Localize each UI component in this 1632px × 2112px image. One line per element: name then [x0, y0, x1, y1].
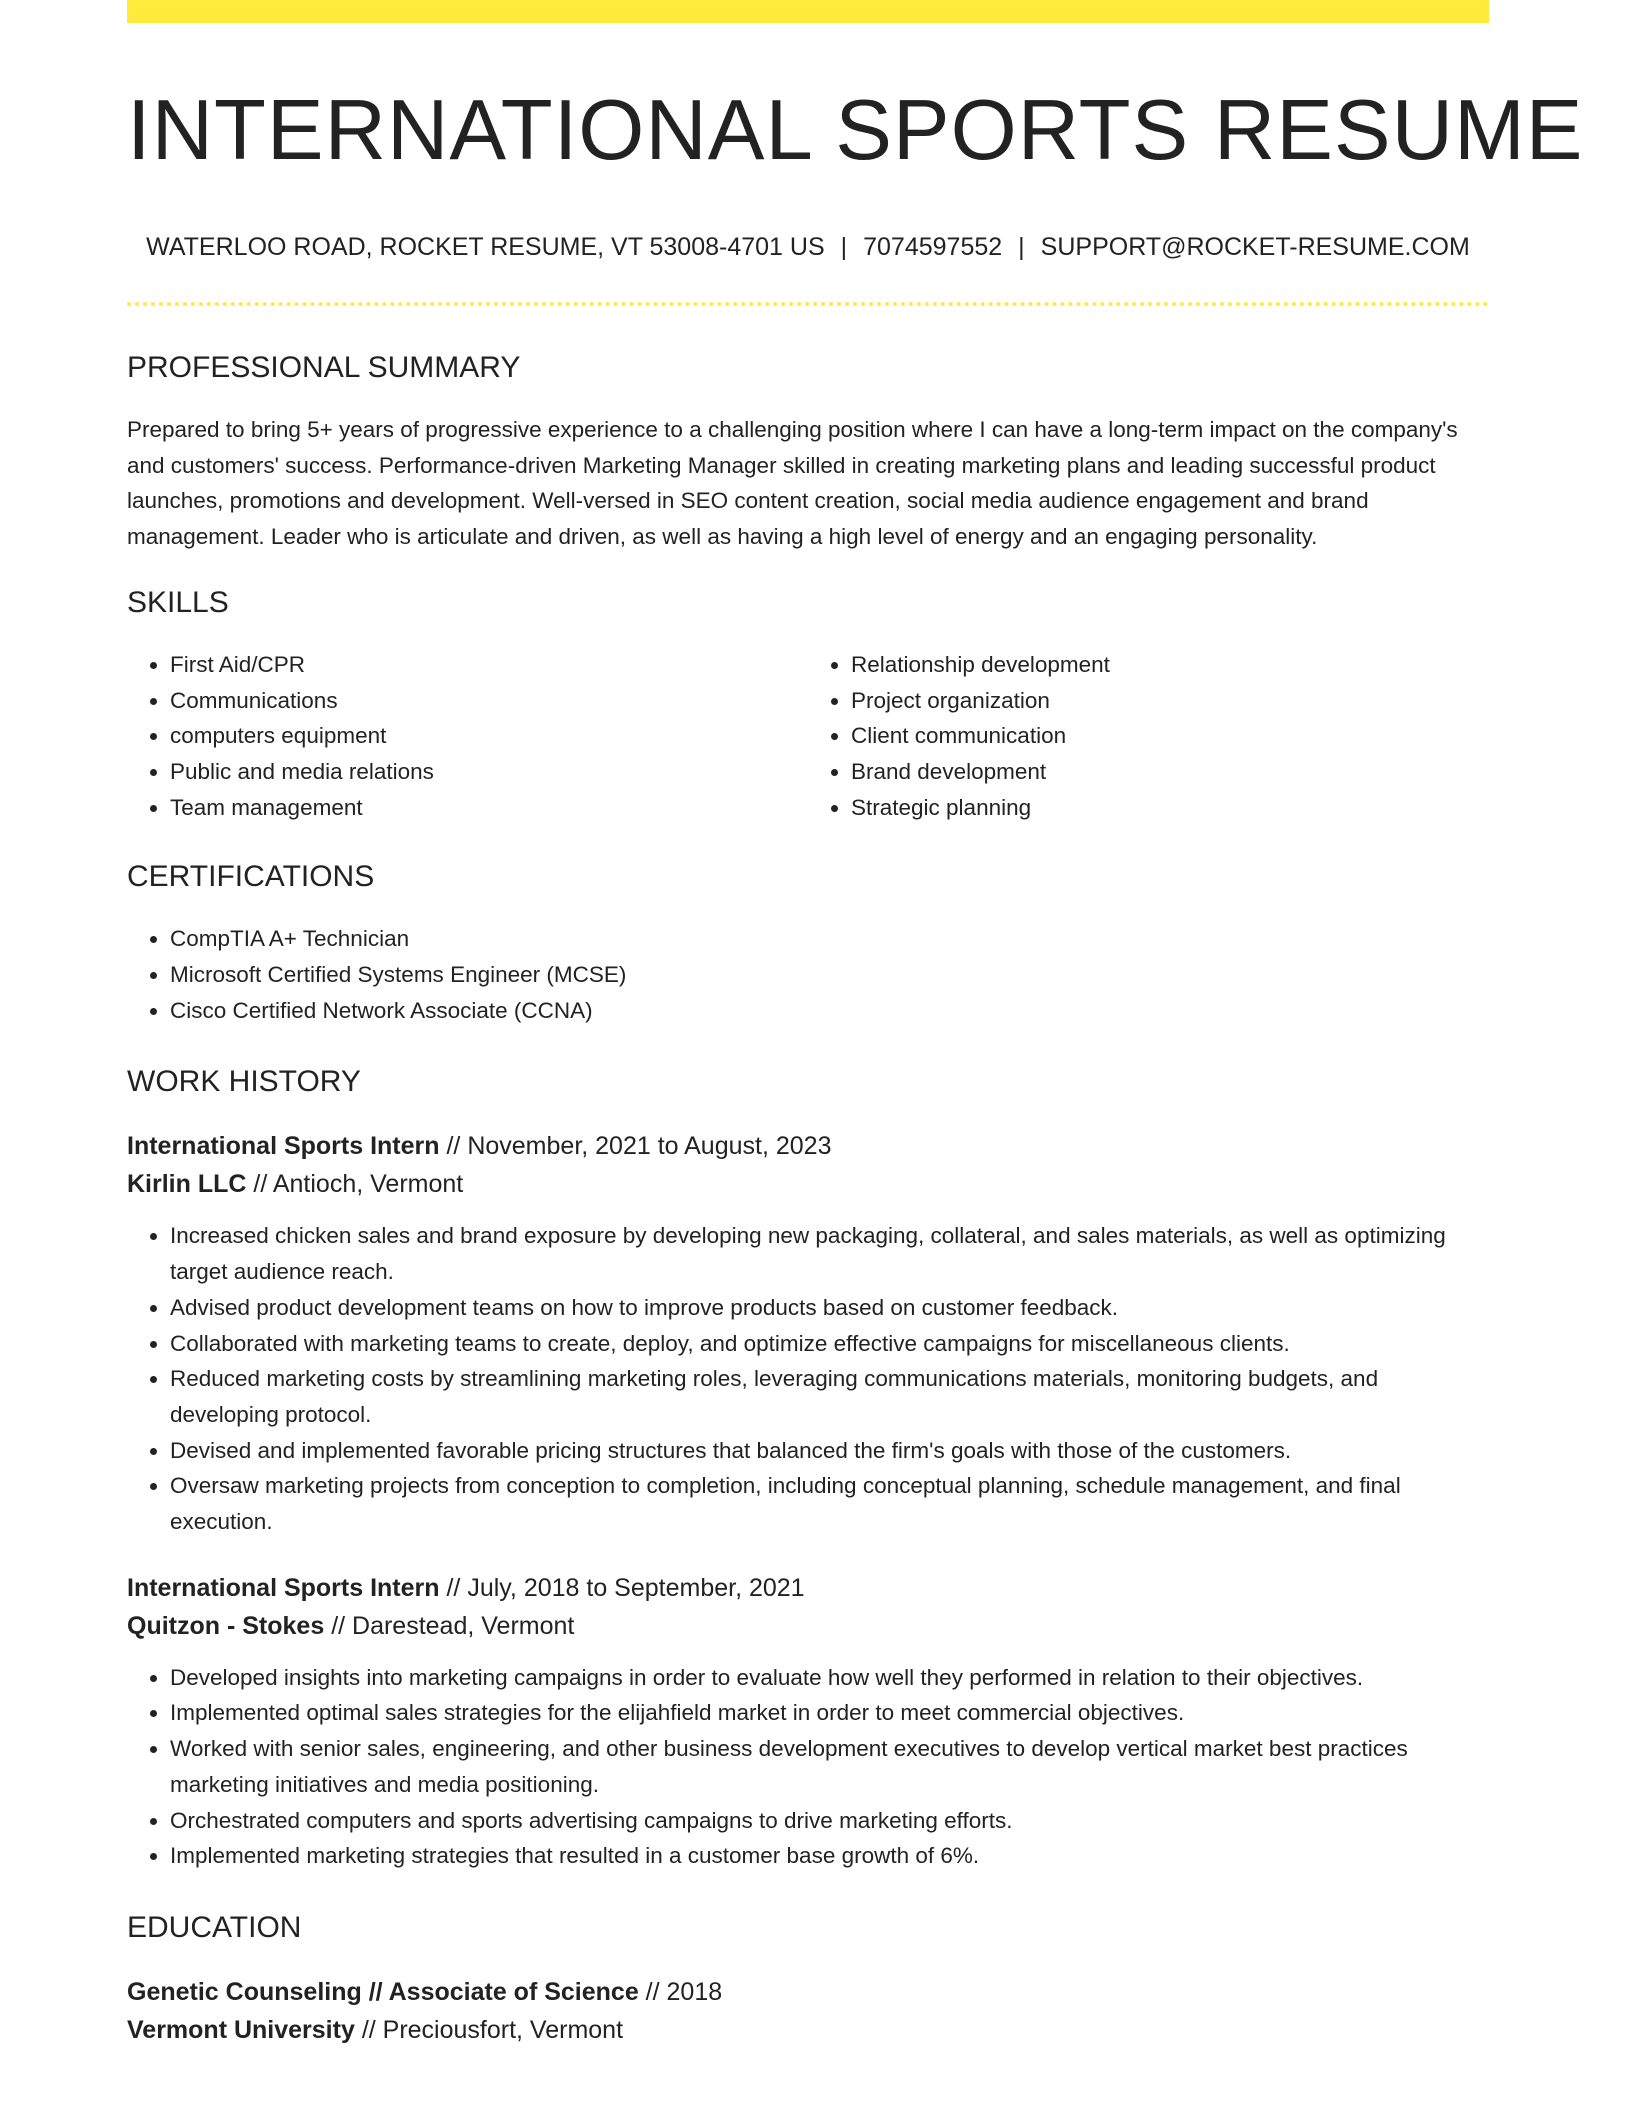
certifications-list	[127, 921, 1489, 1028]
skill-item: • Project organization	[851, 683, 1489, 719]
skill-item: • Strategic planning	[851, 790, 1489, 826]
certification-item: • Microsoft Certified Systems Engineer (MCSE)	[170, 957, 1489, 993]
job-company-line	[127, 1607, 1489, 1645]
skills-list-left	[127, 647, 808, 826]
contact-line	[127, 231, 1489, 263]
skills-heading: SKILLS	[127, 585, 229, 619]
job-bullet: • Implemented optimal sales strategies for the elijahfield market in order to meet commercial objectives.	[170, 1695, 1489, 1731]
education-school: Vermont University	[127, 2015, 355, 2044]
education-heading: EDUCATION	[127, 1910, 302, 1944]
education-location: // Preciousfort, Vermont	[361, 2015, 624, 2044]
resume-content	[127, 23, 1584, 2049]
job-bullet: • Orchestrated computers and sports advertising campaigns to drive marketing efforts.	[170, 1803, 1489, 1839]
skill-item: • Relationship development	[851, 647, 1489, 683]
job-bullets	[127, 1660, 1489, 1874]
job-bullet: • Advised product development teams on how to improve products based on customer feedback.	[170, 1290, 1489, 1326]
resume-title: INTERNATIONAL SPORTS RESUME	[127, 83, 1584, 178]
education-year: // 2018	[645, 1977, 723, 2006]
job-location: // Antioch, Vermont	[253, 1170, 464, 1199]
summary-text: Prepared to bring 5+ years of progressive experience to a challenging position where I can have a long-term impact on the company's and customers' success. Performance-driven Marketing Manager skilled in creating marketing plans and leading successful product launches, promotions and development. Well-versed in SEO content creation, social media audience engagement and brand management. Leader who is articulate and driven, as well as having a high level of energy and an engaging personality.	[127, 417, 1458, 550]
job-title-line	[127, 1569, 1489, 1607]
job-bullet: • Developed insights into marketing campaigns in order to evaluate how well they performed in relation to their objectives.	[170, 1660, 1489, 1696]
job-company-line	[127, 1165, 1489, 1203]
certification-item: • CompTIA A+ Technician	[170, 921, 1489, 957]
certification-item: • Cisco Certified Network Associate (CCNA)	[170, 993, 1489, 1029]
summary-heading: PROFESSIONAL SUMMARY	[127, 351, 521, 384]
job-company: Kirlin LLC	[127, 1170, 247, 1199]
education-degree-line	[127, 1973, 1489, 2011]
job-bullet: • Devised and implemented favorable pricing structures that balanced the firm's goals with those of the customers.	[170, 1433, 1489, 1469]
job-bullet: • Oversaw marketing projects from conception to completion, including conceptual planning, schedule management, and final execution.	[170, 1468, 1489, 1539]
skill-item: • Team management	[170, 790, 808, 826]
skills-columns	[127, 647, 1489, 826]
job-bullet: • Reduced marketing costs by streamlining marketing roles, leveraging communications materials, monitoring budgets, and developing protocol.	[170, 1361, 1489, 1432]
contact-address: WATERLOO ROAD, ROCKET RESUME, VT 53008-4701 US	[146, 233, 825, 261]
education-degree: Genetic Counseling // Associate of Science	[127, 1977, 639, 2006]
job-bullet: • Collaborated with marketing teams to create, deploy, and optimize effective campaigns for miscellaneous clients.	[170, 1326, 1489, 1362]
job-title: International Sports Intern	[127, 1573, 440, 1602]
skill-item: • Public and media relations	[170, 754, 808, 790]
job-bullet: • Increased chicken sales and brand exposure by developing new packaging, collateral, and sales materials, as well as optimizing target audience reach.	[170, 1218, 1489, 1289]
skill-item: • computers equipment	[170, 718, 808, 754]
job-company: Quitzon - Stokes	[127, 1611, 325, 1640]
job-bullets	[127, 1218, 1489, 1539]
dotted-divider	[127, 302, 1489, 306]
education-school-line	[127, 2011, 1489, 2049]
accent-top-bar	[127, 0, 1489, 23]
job-location: // Darestead, Vermont	[331, 1611, 575, 1640]
contact-separator: |	[840, 233, 848, 261]
skill-item: • Client communication	[851, 718, 1489, 754]
skill-item: • Communications	[170, 683, 808, 719]
skill-item: • Brand development	[851, 754, 1489, 790]
contact-separator: |	[1018, 233, 1025, 261]
skill-item: • First Aid/CPR	[170, 647, 808, 683]
job-bullet: • Implemented marketing strategies that resulted in a customer base growth of 6%.	[170, 1838, 1489, 1874]
job-title: International Sports Intern	[127, 1132, 440, 1161]
certifications-heading: CERTIFICATIONS	[127, 860, 375, 894]
job-title-line	[127, 1127, 1489, 1165]
contact-email[interactable]: SUPPORT@ROCKET-RESUME.COM	[1040, 233, 1470, 261]
skills-list-right	[808, 647, 1489, 826]
work-history-heading: WORK HISTORY	[127, 1065, 361, 1099]
contact-phone: 7074597552	[863, 233, 1003, 261]
job-dates: // July, 2018 to September, 2021	[446, 1573, 805, 1602]
job-dates: // November, 2021 to August, 2023	[446, 1132, 832, 1161]
job-bullet: • Worked with senior sales, engineering, and other business development executives to develop vertical market best practices marketing initiatives and media positioning.	[170, 1731, 1489, 1802]
